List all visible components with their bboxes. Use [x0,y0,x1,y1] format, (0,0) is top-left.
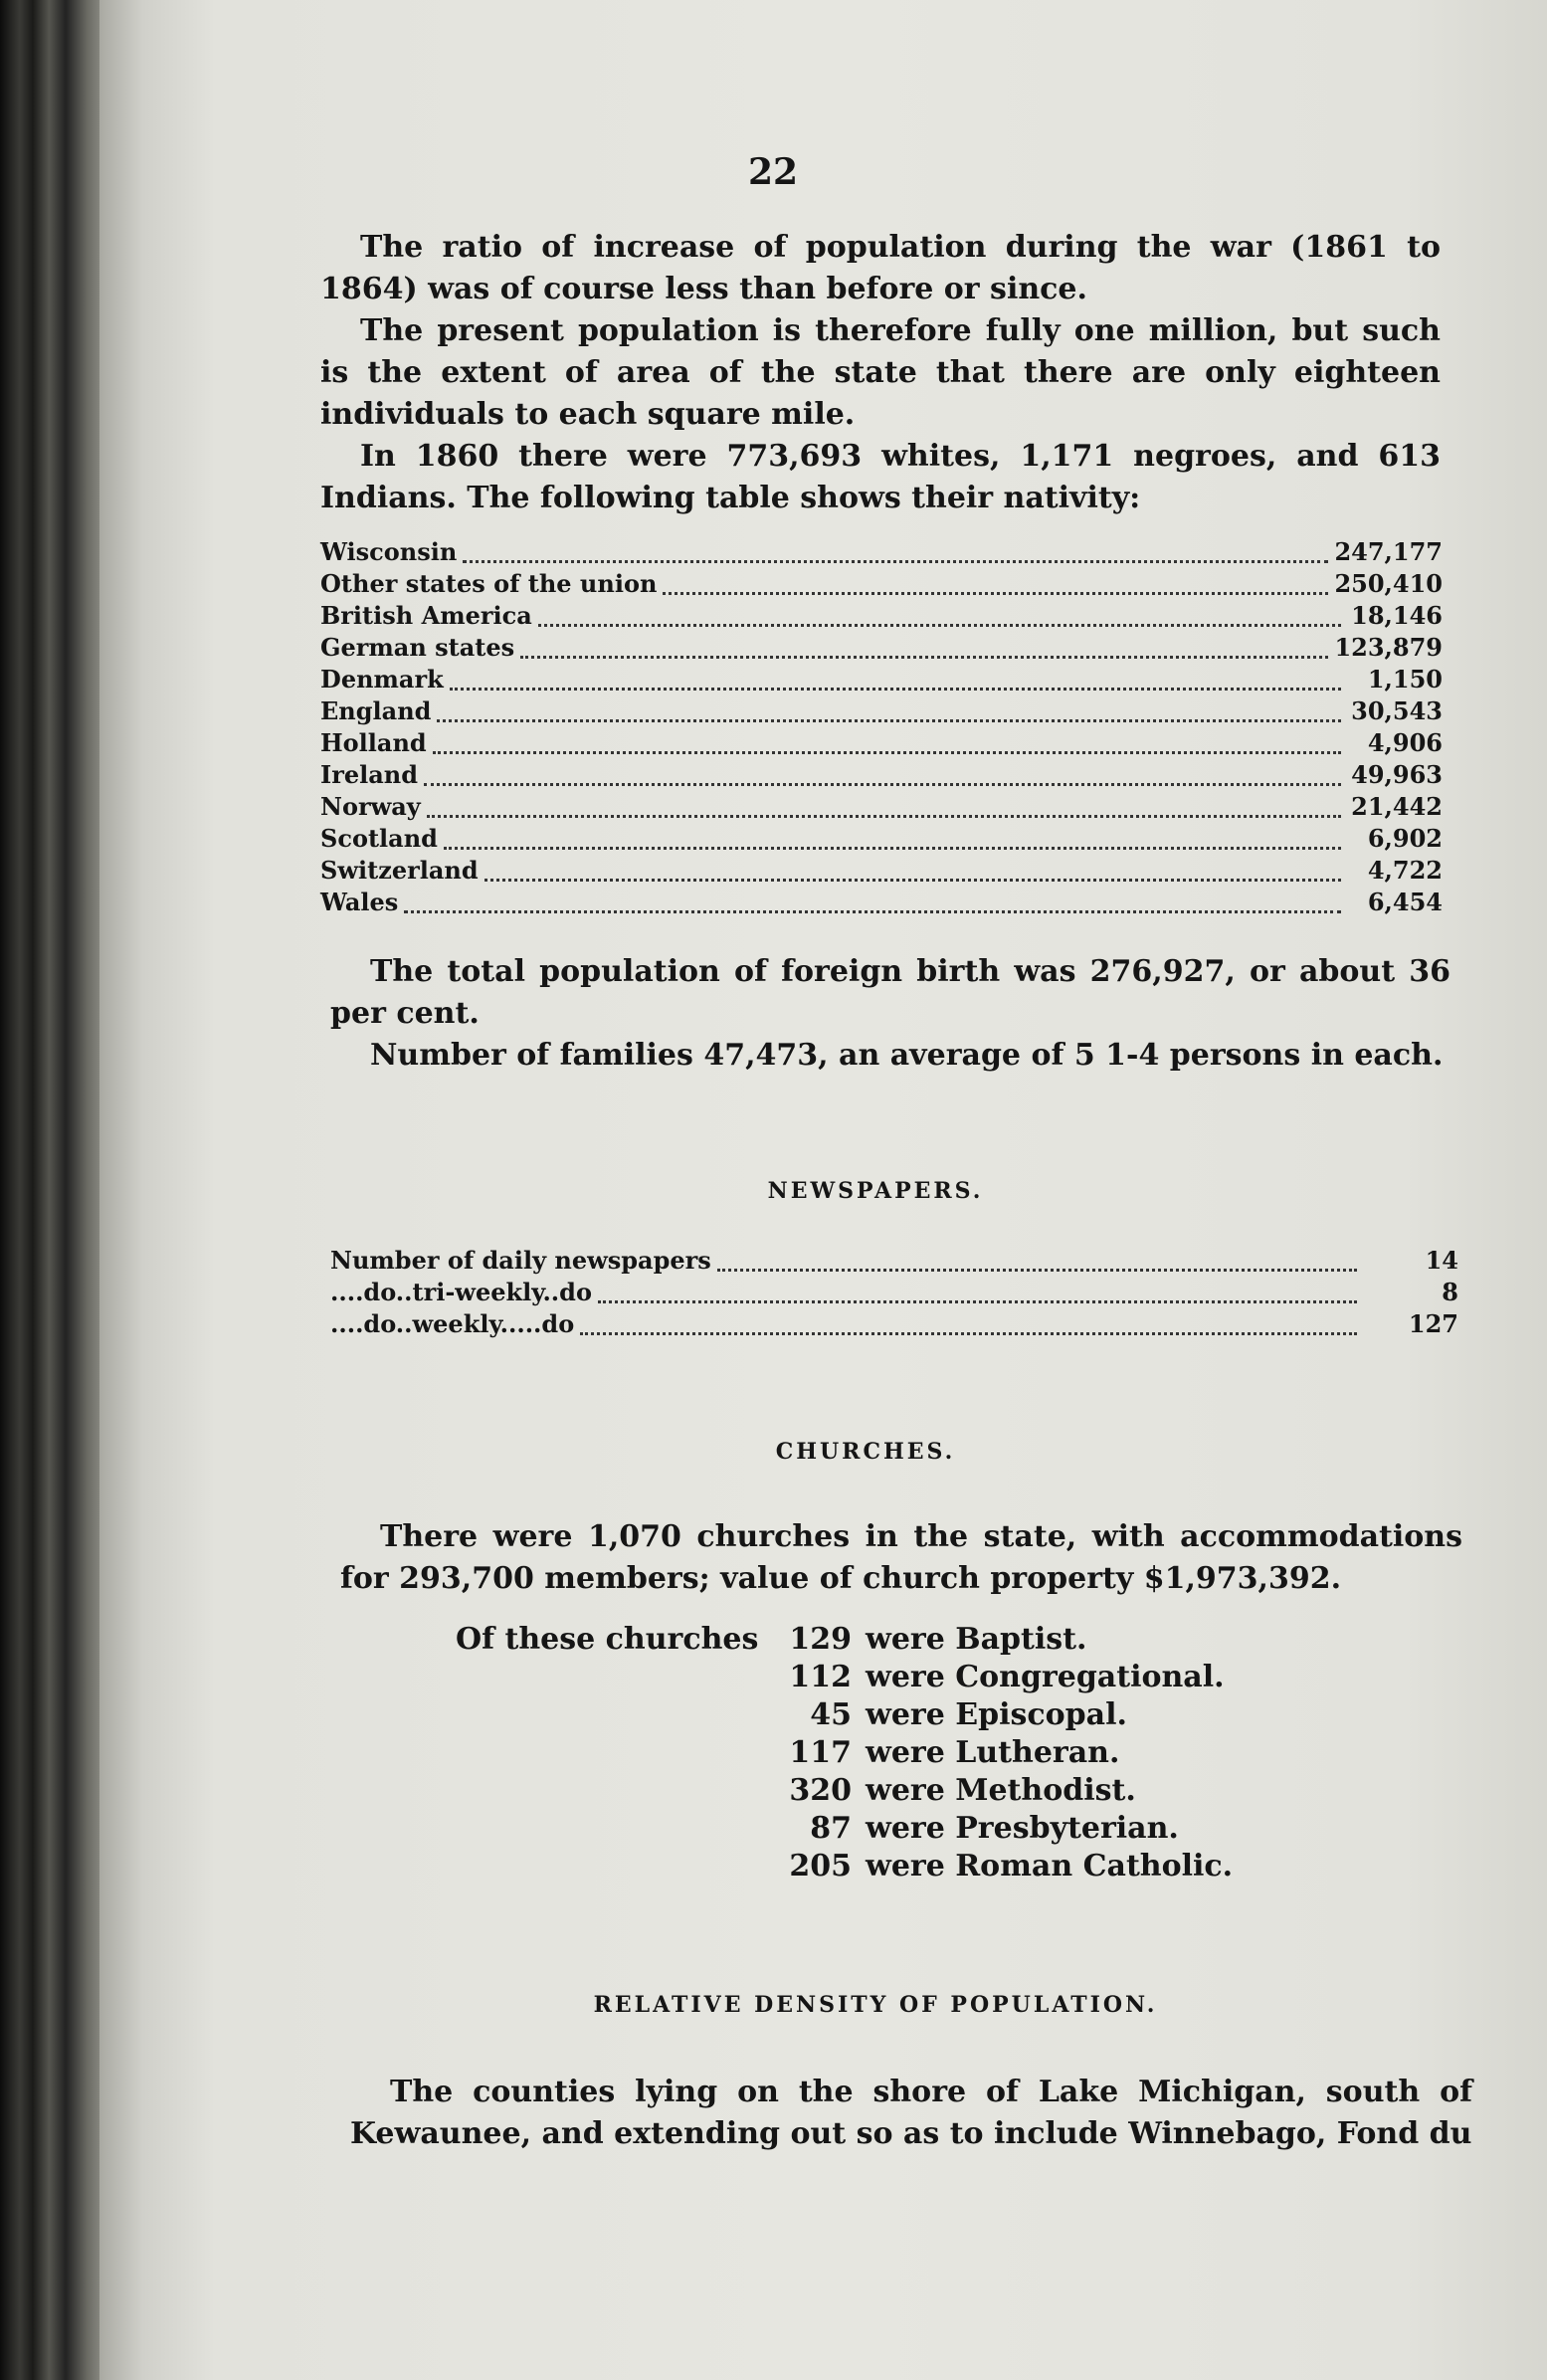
church-denomination-row [456,1811,1351,1849]
nativity_table-row [320,728,1443,760]
dot-leader [663,576,1328,595]
church-denomination: were Roman Catholic. [866,1849,1234,1884]
church-denomination: were Episcopal. [866,1697,1127,1732]
dot-leader [427,799,1341,818]
nativity_table-row-label: Other states of the union [320,569,658,598]
newspapers_table-row [330,1309,1458,1341]
newspapers_table-row-label: Number of daily newspapers [330,1246,711,1275]
dot-leader [717,1253,1357,1272]
paragraph-density: The counties lying on the shore of Lake Michigan, south of Kewaunee, and extending out so as to include Winnebago, Fond du [350,2075,1472,2151]
nativity-table [320,537,1443,919]
nativity_table-row-value: 18,146 [1351,601,1443,630]
nativity_table-row-value: 1,150 [1367,665,1443,694]
dot-leader [520,640,1328,659]
nativity_table-row [320,856,1443,888]
nativity_table-row-value: 250,410 [1334,569,1443,598]
nativity_table-row [320,569,1443,601]
nativity_table-row-value: 21,442 [1351,792,1443,821]
church-denomination: were Baptist. [866,1622,1087,1657]
paragraph-in-1860: In 1860 there were 773,693 whites, 1,171 negroes, and 613 Indians. The following table shows their nativity: [320,439,1441,515]
nativity_table-row [320,792,1443,824]
nativity_table-row-label: Wales [320,888,399,916]
nativity_table-row [320,537,1443,569]
nativity_table-row [320,824,1443,856]
church-denomination-row [456,1660,1351,1697]
nativity_table-row-label: Switzerland [320,856,479,885]
heading-relative-density: RELATIVE DENSITY OF POPULATION. [593,1992,1158,2018]
nativity_table-row-label: England [320,696,432,725]
nativity_table-row-label: Norway [320,792,421,821]
church-denomination-row [456,1622,1351,1660]
nativity_table-row-value: 123,879 [1334,633,1443,662]
nativity_table-row-value: 30,543 [1351,696,1443,725]
newspapers_table-row [330,1246,1458,1278]
nativity_table-row [320,696,1443,728]
nativity_table-row [320,888,1443,919]
dot-leader [424,767,1341,786]
dot-leader [433,735,1341,754]
nativity_table-row-value: 6,902 [1367,824,1443,853]
church-count: 87 [810,1811,852,1846]
paragraph-foreign-birth: The total population of foreign birth was 276,927, or about 36 per cent. [330,954,1450,1031]
nativity_table-row-label: Scotland [320,824,438,853]
nativity_table-row-label: Wisconsin [320,537,458,566]
nativity_table-row-label: British America [320,601,532,630]
paragraph-families: Number of families 47,473, an average of 5 1-4 persons in each. [370,1038,1444,1073]
church-denomination-row [456,1773,1351,1811]
church-denomination: were Lutheran. [866,1735,1120,1770]
nativity_table-row-value: 6,454 [1367,888,1443,916]
nativity_table-row [320,633,1443,665]
church-denomination-row [456,1697,1351,1735]
church-denomination: were Congregational. [866,1660,1225,1694]
church-count: 320 [789,1773,852,1808]
newspapers_table-row-label: ....do..weekly.....do [330,1309,575,1338]
dot-leader [580,1316,1357,1335]
church-denomination-row [456,1849,1351,1886]
nativity_table-row-value: 49,963 [1351,760,1443,789]
churches-list [456,1622,1351,1886]
nativity_table-row-label: Holland [320,728,427,757]
nativity_table-row-label: German states [320,633,515,662]
newspapers_table-row-value: 127 [1408,1309,1458,1338]
nativity_table-row [320,760,1443,792]
paragraph-present-population: The present population is therefore fully one million, but such is the extent of area of the state that there are only eighteen individuals to each square mile. [320,313,1441,432]
church-denomination-row [456,1735,1351,1773]
newspapers_table-row-label: ....do..tri-weekly..do [330,1278,592,1306]
nativity_table-row-value: 247,177 [1334,537,1443,566]
dot-leader [598,1285,1357,1303]
nativity_table-row [320,601,1443,633]
church-count: 205 [789,1849,852,1884]
dot-leader [437,703,1341,722]
dot-leader [450,672,1341,691]
church-count: 117 [789,1735,852,1770]
dot-leader [404,894,1341,913]
dot-leader [463,544,1328,563]
nativity_table-row-label: Denmark [320,665,444,694]
heading-newspapers: NEWSPAPERS. [767,1178,984,1204]
newspapers-table [330,1246,1458,1341]
page-number: 22 [748,151,799,193]
dot-leader [484,863,1341,882]
newspapers_table-row-value: 14 [1425,1246,1458,1275]
church-denomination: were Presbyterian. [866,1811,1179,1846]
heading-churches: CHURCHES. [775,1439,956,1465]
dot-leader [444,831,1341,850]
paragraph-war-ratio: The ratio of increase of population during the war (1861 to 1864) was of course less than before or since. [320,230,1441,306]
paragraph-churches-total: There were 1,070 churches in the state, with accommodations for 293,700 members; value of church property $1,973,392. [340,1519,1462,1596]
church-denomination: were Methodist. [866,1773,1136,1808]
church-count: 45 [810,1697,852,1732]
newspapers_table-row-value: 8 [1442,1278,1458,1306]
book-spine [0,0,109,2380]
newspapers_table-row [330,1278,1458,1309]
church-count: 112 [789,1660,852,1694]
nativity_table-row-value: 4,906 [1367,728,1443,757]
church-list-intro: Of these churches [456,1622,759,1657]
nativity_table-row [320,665,1443,696]
nativity_table-row-value: 4,722 [1367,856,1443,885]
nativity_table-row-label: Ireland [320,760,419,789]
church-count: 129 [789,1622,852,1657]
dot-leader [538,608,1341,627]
